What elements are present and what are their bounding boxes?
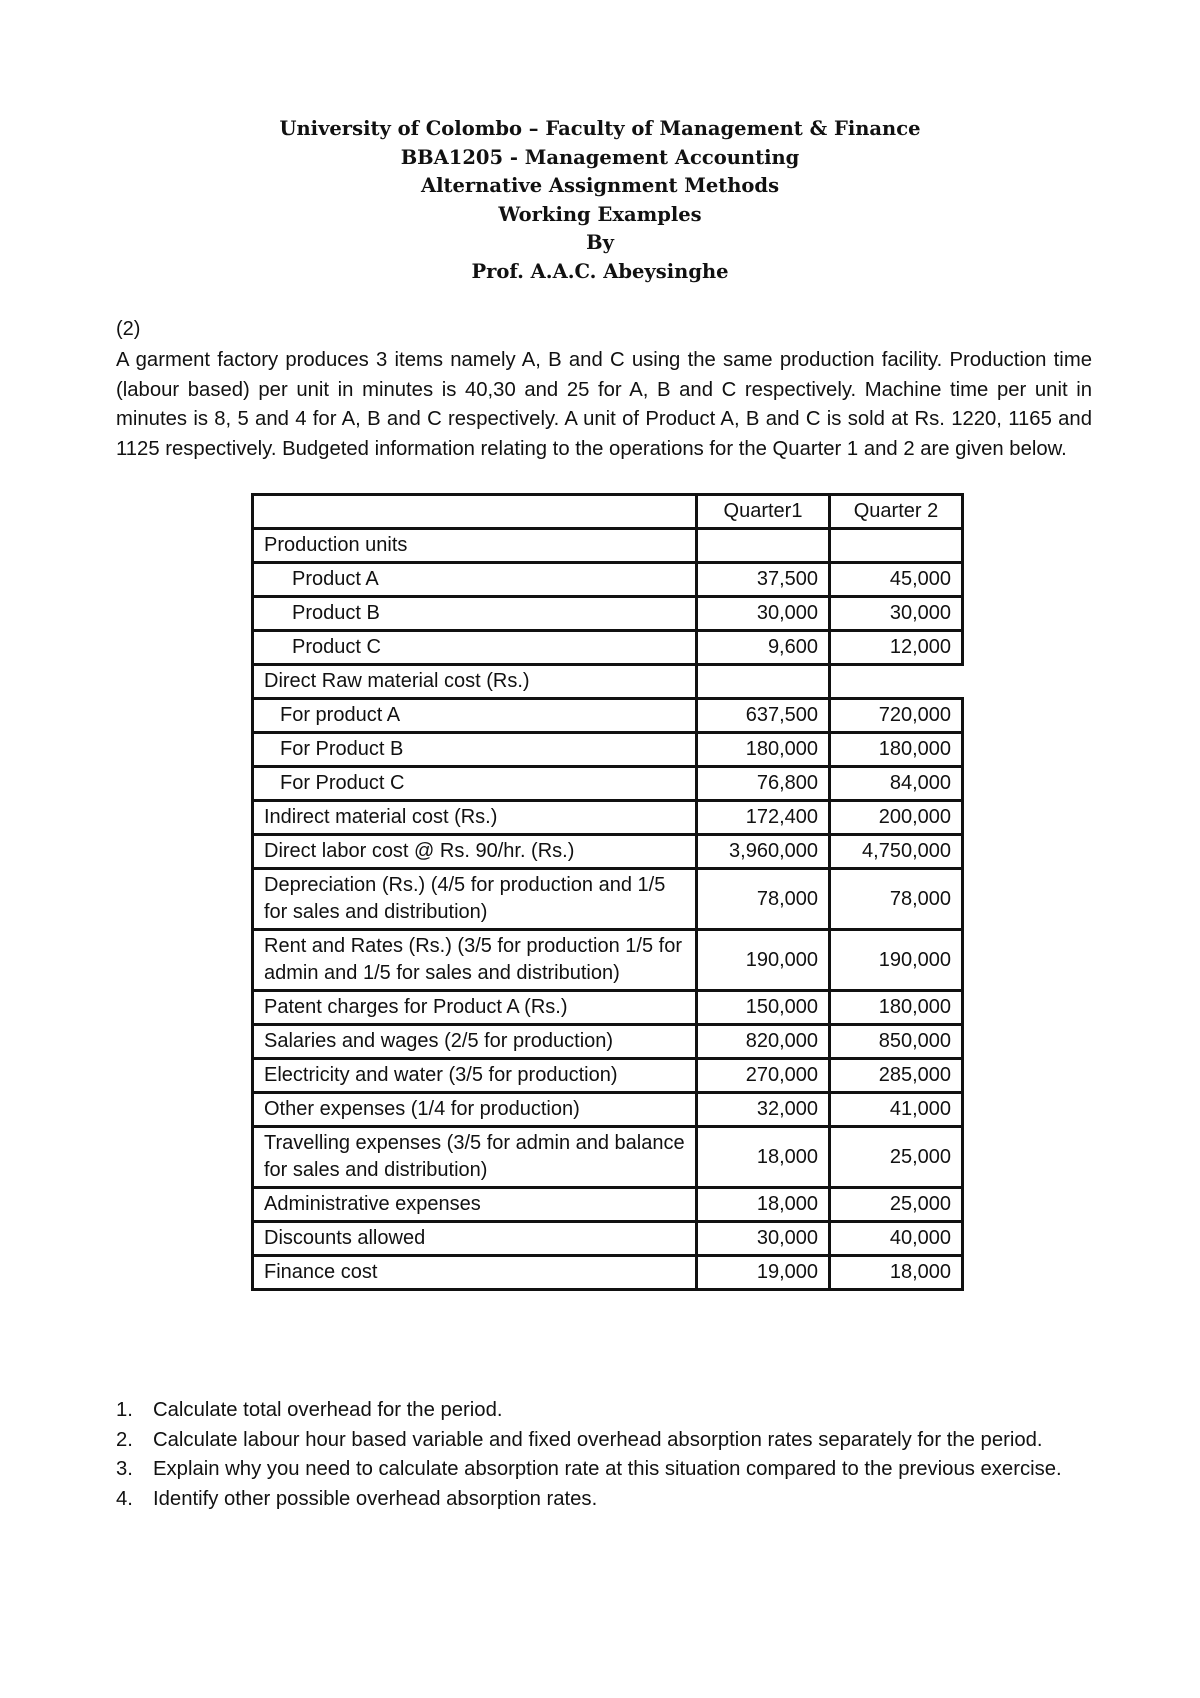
header-subtitle: Working Examples [498,202,702,226]
budget-table [251,493,964,1291]
row-label: Other expenses (1/4 for production) [253,1093,697,1127]
cell-q1: 270,000 [697,1059,830,1093]
cell-q2: 30,000 [830,597,963,631]
row-label: Indirect material cost (Rs.) [253,801,697,835]
cell-q2: 78,000 [830,869,963,930]
cell-q1: 150,000 [697,991,830,1025]
cell-q1: 76,800 [697,767,830,801]
row-label: Direct Raw material cost (Rs.) [253,665,697,699]
question-item-text: Calculate total overhead for the period. [153,1399,503,1421]
cell-q2: 200,000 [830,801,963,835]
table-row [253,529,963,563]
column-header-q2: Quarter 2 [830,495,963,529]
question-item [116,1426,1092,1456]
question-item-number: 1. [116,1399,133,1421]
cell-q1 [697,529,830,563]
cell-q1: 78,000 [697,869,830,930]
document-header [0,115,1200,287]
table-row [253,991,963,1025]
table-header-row [253,495,963,529]
table-row [253,597,963,631]
question-item-number: 4. [116,1487,133,1510]
cell-q1: 30,000 [697,1222,830,1256]
cell-q1: 3,960,000 [697,835,830,869]
row-label: Rent and Rates (Rs.) (3/5 for production 1/5 for admin and 1/5 for sales and distribution) [253,930,697,991]
header-university: University of Colombo – Faculty of Management & Finance [279,117,921,140]
question-number: (2) [116,318,141,340]
question-item-number: 3. [116,1458,133,1481]
table-header-blank [253,495,697,529]
cell-q2: 190,000 [830,930,963,991]
row-label: For product A [253,699,697,733]
question-item [116,1396,1092,1426]
cell-q2: 41,000 [830,1093,963,1127]
question-item [116,1455,1092,1485]
column-header-q1: Quarter1 [697,495,830,529]
header-author: Prof. A.A.C. Abeysinghe [471,259,729,283]
table-row [253,1222,963,1256]
intro-paragraph: A garment factory produces 3 items namely A, B and C using the same production facility. Production time (labour based) per unit in minutes is 40,30 and 25 for A, B and C respectively. Machine time per unit in minutes is 8, 5 and 4 for A, B and C respectively. A unit of Product A, B and C is sold at Rs. 1220, 1165 and 1125 respectively. Budgeted information relating to the operations for the Quarter 1 and 2 are given below. [116,349,1092,460]
row-label: For Product C [253,767,697,801]
table-row [253,930,963,991]
row-label: For Product B [253,733,697,767]
cell-q2: 180,000 [830,733,963,767]
row-label: Electricity and water (3/5 for production) [253,1059,697,1093]
table-row [253,1256,963,1290]
cell-q2: 25,000 [830,1188,963,1222]
cell-q1: 180,000 [697,733,830,767]
row-label: Production units [253,529,697,563]
table-row [253,1093,963,1127]
row-label: Direct labor cost @ Rs. 90/hr. (Rs.) [253,835,697,869]
cell-q2: 850,000 [830,1025,963,1059]
table-row [253,869,963,930]
cell-q2: 84,000 [830,767,963,801]
row-label: Product A [253,563,697,597]
cell-q2 [830,529,963,563]
cell-q1: 19,000 [697,1256,830,1290]
table-row [253,835,963,869]
row-label: Administrative expenses [253,1188,697,1222]
row-label: Finance cost [253,1256,697,1290]
row-label: Product C [253,631,697,665]
cell-q2: 40,000 [830,1222,963,1256]
row-label: Patent charges for Product A (Rs.) [253,991,697,1025]
row-label: Salaries and wages (2/5 for production) [253,1025,697,1059]
row-label: Product B [253,597,697,631]
cell-q2: 18,000 [830,1256,963,1290]
table-row [253,1059,963,1093]
cell-q1: 32,000 [697,1093,830,1127]
question-item [116,1485,1092,1515]
table-row [253,699,963,733]
cell-q1: 18,000 [697,1127,830,1188]
table-row [253,1025,963,1059]
cell-q2: 25,000 [830,1127,963,1188]
cell-q2: 4,750,000 [830,835,963,869]
cell-q1: 190,000 [697,930,830,991]
question-item-text: Identify other possible overhead absorption rates. [153,1487,598,1510]
row-label: Discounts allowed [253,1222,697,1256]
cell-q1: 9,600 [697,631,830,665]
cell-q1 [697,665,830,699]
table-row [253,767,963,801]
cell-q1: 37,500 [697,563,830,597]
header-topic: Alternative Assignment Methods [420,174,780,198]
table-row [253,801,963,835]
cell-q1: 637,500 [697,699,830,733]
cell-q2: 720,000 [830,699,963,733]
header-course: BBA1205 - Management Accounting [400,145,800,169]
table-row [253,733,963,767]
cell-q2: 12,000 [830,631,963,665]
cell-q2 [830,665,963,699]
cell-q2: 285,000 [830,1059,963,1093]
table-row [253,563,963,597]
cell-q1: 30,000 [697,597,830,631]
table-row [253,1188,963,1222]
cell-q1: 18,000 [697,1188,830,1222]
row-label: Travelling expenses (3/5 for admin and balance for sales and distribution) [253,1127,697,1188]
table-row [253,665,963,699]
table-row [253,1127,963,1188]
cell-q1: 820,000 [697,1025,830,1059]
cell-q2: 180,000 [830,991,963,1025]
table-row [253,631,963,665]
cell-q1: 172,400 [697,801,830,835]
question-list [116,1396,1092,1514]
row-label: Depreciation (Rs.) (4/5 for production and 1/5 for sales and distribution) [253,869,697,930]
question-item-text: Explain why you need to calculate absorption rate at this situation compared to the previous exercise. [153,1458,1062,1481]
question-item-number: 2. [116,1428,133,1451]
question-item-text: Calculate labour hour based variable and fixed overhead absorption rates separately for the period. [153,1428,1043,1451]
cell-q2: 45,000 [830,563,963,597]
header-by: By [586,231,614,255]
